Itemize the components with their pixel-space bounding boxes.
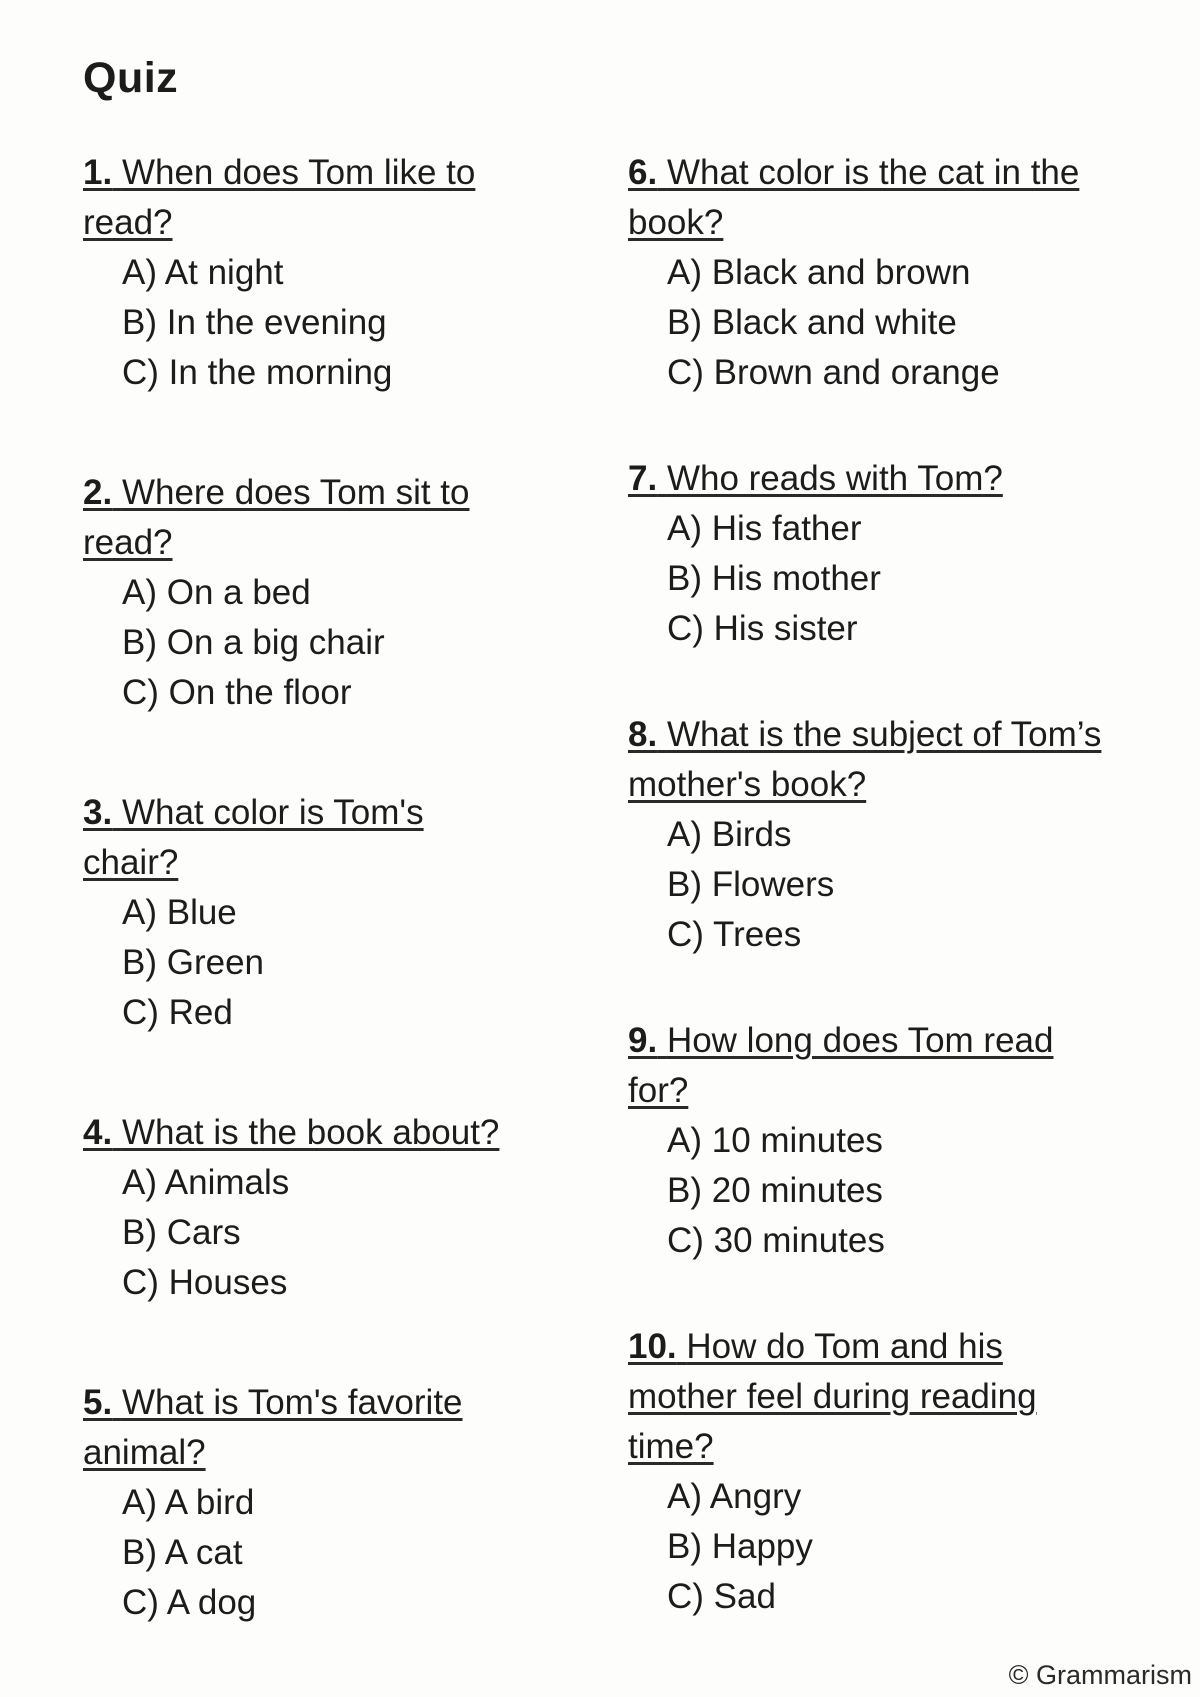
option-item: B) Cars: [122, 1213, 241, 1252]
question-heading-line: [83, 148, 533, 198]
question-number: 8.: [628, 715, 658, 754]
option-item: B) Flowers: [667, 865, 835, 904]
question-block: [83, 788, 533, 1038]
options-list: [628, 504, 1128, 654]
question-number: 5.: [83, 1383, 113, 1422]
options-list: [628, 1472, 1128, 1622]
question-block: [628, 710, 1128, 960]
option-item: A) Animals: [122, 1163, 290, 1202]
option-item: B) His mother: [667, 559, 881, 598]
question-block: [83, 1108, 533, 1308]
option-item: B) A cat: [122, 1533, 243, 1572]
option-item: B) On a big chair: [122, 623, 385, 662]
question-heading-line: [83, 788, 533, 838]
option-item: A) 10 minutes: [667, 1121, 883, 1160]
option-item: A) At night: [122, 253, 284, 292]
question-block: [628, 1016, 1128, 1266]
question-heading-line: chair?: [83, 843, 179, 882]
options-list: [83, 248, 533, 398]
options-list: [83, 888, 533, 1038]
question-text: What is the book about?: [121, 1113, 500, 1152]
question-text: How long does Tom read: [666, 1021, 1054, 1060]
option-item: C) Red: [122, 993, 233, 1032]
question-block: [628, 454, 1128, 654]
option-item: A) His father: [667, 509, 862, 548]
question-heading-line: animal?: [83, 1433, 206, 1472]
question-heading-line: read?: [83, 523, 173, 562]
option-item: C) On the floor: [122, 673, 352, 712]
question-text: How do Tom and his: [686, 1327, 1003, 1366]
options-list: [83, 1158, 533, 1308]
option-item: C) 30 minutes: [667, 1221, 885, 1260]
option-item: C) Sad: [667, 1577, 776, 1616]
option-item: B) Green: [122, 943, 264, 982]
question-text: What color is the cat in the: [666, 153, 1080, 192]
question-heading-line: time?: [628, 1427, 714, 1466]
question-text: What is the subject of Tom’s: [666, 715, 1102, 754]
option-item: B) Black and white: [667, 303, 957, 342]
question-heading-line: mother feel during reading: [628, 1377, 1037, 1416]
question-heading-line: [628, 1322, 1128, 1372]
question-heading-line: [628, 148, 1128, 198]
question-heading-line: [83, 1378, 533, 1428]
question-heading-line: [83, 468, 533, 518]
question-heading-line: [628, 1016, 1128, 1066]
option-item: B) 20 minutes: [667, 1171, 883, 1210]
question-block: [83, 1378, 533, 1628]
quiz-column-left: [83, 148, 533, 1628]
option-item: C) Trees: [667, 915, 802, 954]
option-item: A) On a bed: [122, 573, 311, 612]
quiz-columns: [83, 148, 1128, 1628]
option-item: C) A dog: [122, 1583, 257, 1622]
question-text: When does Tom like to: [121, 153, 476, 192]
question-text: What is Tom's favorite: [121, 1383, 463, 1422]
question-number: 9.: [628, 1021, 658, 1060]
option-item: C) In the morning: [122, 353, 393, 392]
option-item: A) A bird: [122, 1483, 255, 1522]
page-title: Quiz: [83, 54, 179, 102]
question-heading-line: mother's book?: [628, 765, 867, 804]
question-text: Who reads with Tom?: [666, 459, 1003, 498]
question-heading-line: read?: [83, 203, 173, 242]
question-text: What color is Tom's: [121, 793, 424, 832]
options-list: [628, 1116, 1128, 1266]
question-number: 3.: [83, 793, 113, 832]
question-number: 2.: [83, 473, 113, 512]
options-list: [83, 568, 533, 718]
option-item: C) His sister: [667, 609, 858, 648]
question-heading-line: [83, 1108, 533, 1158]
option-item: C) Houses: [122, 1263, 288, 1302]
options-list: [628, 248, 1128, 398]
question-block: [628, 148, 1128, 398]
copyright-footer: © Grammarism: [1008, 1660, 1192, 1690]
option-item: B) Happy: [667, 1527, 813, 1566]
options-list: [83, 1478, 533, 1628]
question-number: 7.: [628, 459, 658, 498]
question-number: 4.: [83, 1113, 113, 1152]
question-text: Where does Tom sit to: [121, 473, 470, 512]
quiz-column-right: [628, 148, 1128, 1622]
question-block: [83, 148, 533, 398]
question-number: 10.: [628, 1327, 677, 1366]
option-item: A) Blue: [122, 893, 237, 932]
option-item: A) Birds: [667, 815, 792, 854]
options-list: [628, 810, 1128, 960]
option-item: B) In the evening: [122, 303, 387, 342]
question-number: 1.: [83, 153, 113, 192]
question-number: 6.: [628, 153, 658, 192]
option-item: C) Brown and orange: [667, 353, 1000, 392]
question-heading-line: [628, 710, 1128, 760]
question-block: [83, 468, 533, 718]
question-block: [628, 1322, 1128, 1622]
option-item: A) Angry: [667, 1477, 802, 1516]
question-heading-line: for?: [628, 1071, 689, 1110]
question-heading-line: book?: [628, 203, 724, 242]
option-item: A) Black and brown: [667, 253, 971, 292]
question-heading-line: [628, 454, 1128, 504]
